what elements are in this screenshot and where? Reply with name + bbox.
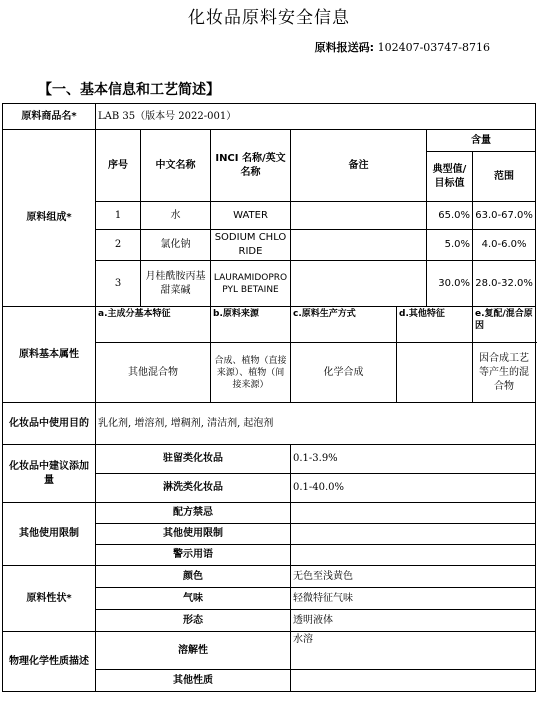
row-inci: SODIUM CHLORIDE (211, 230, 291, 261)
col-typical-header: 典型值/目标值 (427, 152, 473, 202)
attr-e-value: 因合成工艺等产生的混合物 (473, 343, 536, 403)
attr-b-value: 合成、植物（直接来源）、植物（间接来源） (211, 343, 291, 403)
col-remark-header: 备注 (291, 130, 427, 202)
row-typical: 5.0% (427, 230, 473, 261)
row-typical: 30.0% (427, 261, 473, 307)
other-properties-value (291, 670, 536, 692)
attr-c-header: c.原料生产方式 (291, 307, 397, 343)
col-range-header: 范围 (473, 152, 536, 202)
dosage-label: 化妆品中建议添加量 (3, 445, 96, 503)
rinse-off-label: 淋洗类化妆品 (96, 474, 291, 503)
col-no-header: 序号 (96, 130, 141, 202)
solubility-value: 水溶 (291, 632, 536, 670)
restriction-item-label: 其他使用限制 (96, 524, 291, 545)
col-cn-name-header: 中文名称 (141, 130, 211, 202)
submission-code-value: 102407-03747-8716 (377, 41, 490, 54)
row-no: 3 (96, 261, 141, 307)
composition-header-row (3, 130, 536, 152)
row-range: 28.0-32.0% (473, 261, 536, 307)
row-remark (291, 261, 427, 307)
row-remark (291, 202, 427, 230)
attr-e-header: e.复配/混合原因 (473, 307, 536, 343)
document-title: 化妆品原料安全信息 (188, 8, 350, 28)
attr-a-value: 其他混合物 (96, 343, 211, 403)
leave-on-label: 驻留类化妆品 (96, 445, 291, 474)
purpose-row (3, 403, 536, 445)
property-value: 轻微特征气味 (291, 588, 536, 610)
composition-label: 原料组成* (3, 130, 96, 307)
restriction-row (3, 503, 536, 524)
row-no: 1 (96, 202, 141, 230)
attr-d-header: d.其他特征 (397, 307, 473, 343)
row-range: 4.0-6.0% (473, 230, 536, 261)
properties-label: 原料性状* (3, 566, 96, 632)
restriction-item-value (291, 524, 536, 545)
section-heading: 【一、基本信息和工艺简述】 (38, 82, 220, 98)
safety-info-table (2, 103, 536, 692)
attr-b-header: b.原料来源 (211, 307, 291, 343)
property-label: 颜色 (96, 566, 291, 588)
restriction-item-value (291, 503, 536, 524)
property-label: 形态 (96, 610, 291, 632)
other-properties-label: 其他性质 (96, 670, 291, 692)
row-no: 2 (96, 230, 141, 261)
trade-name-value: LAB 35（版本号 2022-001） (96, 104, 536, 130)
row-typical: 65.0% (427, 202, 473, 230)
property-label: 气味 (96, 588, 291, 610)
row-cn-name: 氯化钠 (141, 230, 211, 261)
leave-on-value: 0.1-3.9% (291, 445, 536, 474)
restriction-item-label: 警示用语 (96, 545, 291, 566)
row-range: 63.0-67.0% (473, 202, 536, 230)
property-value: 无色至浅黄色 (291, 566, 536, 588)
row-cn-name: 水 (141, 202, 211, 230)
purpose-value: 乳化剂, 增溶剂, 增稠剂, 清洁剂, 起泡剂 (96, 403, 536, 445)
solubility-row (3, 632, 536, 670)
submission-code (315, 39, 490, 55)
row-remark (291, 230, 427, 261)
row-cn-name: 月桂酰胺丙基甜菜碱 (141, 261, 211, 307)
row-inci: LAURAMIDOPROPYL BETAINE (211, 261, 291, 307)
leave-on-row (3, 445, 536, 474)
restriction-item-label: 配方禁忌 (96, 503, 291, 524)
rinse-off-value: 0.1-40.0% (291, 474, 536, 503)
col-inci-header: INCI 名称/英文名称 (211, 130, 291, 202)
property-value: 透明液体 (291, 610, 536, 632)
solubility-label: 溶解性 (96, 632, 291, 670)
purpose-label: 化妆品中使用目的 (3, 403, 96, 445)
trade-name-row (3, 104, 536, 130)
physchem-label: 物理化学性质描述 (3, 632, 96, 692)
attr-d-value (397, 343, 473, 403)
attributes-label: 原料基本属性 (3, 307, 96, 403)
attributes-header-row (3, 307, 536, 343)
restriction-item-value (291, 545, 536, 566)
trade-name-label: 原料商品名* (3, 104, 96, 130)
col-content-header: 含量 (427, 130, 536, 152)
row-inci: WATER (211, 202, 291, 230)
submission-code-label: 原料报送码: (314, 41, 375, 54)
restrictions-label: 其他使用限制 (3, 503, 96, 566)
attr-a-header: a.主成分基本特征 (96, 307, 211, 343)
attr-c-value: 化学合成 (291, 343, 397, 403)
property-row (3, 566, 536, 588)
